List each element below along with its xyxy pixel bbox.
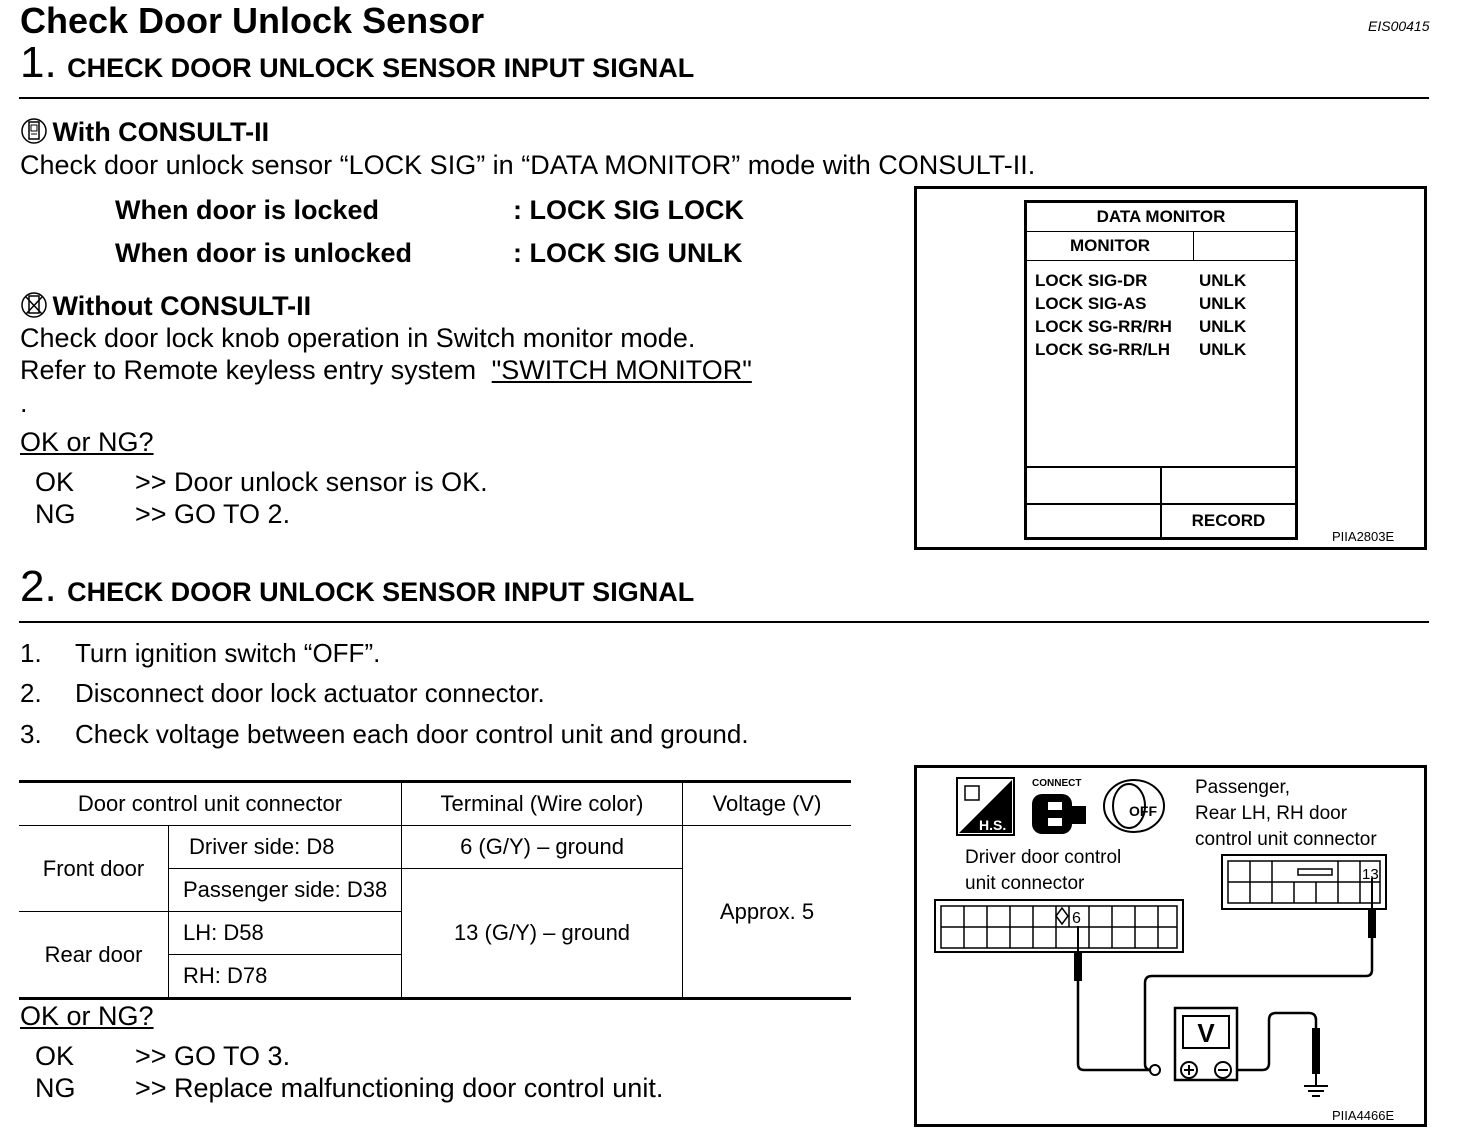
monitor-row-1-name: LOCK SIG-DR [1035, 271, 1148, 290]
connect-label: CONNECT [1032, 778, 1082, 789]
condition-locked-label: When door is locked [115, 195, 380, 225]
monitor-row-2-value: UNLK [1199, 294, 1247, 313]
step1-number: 1. [20, 38, 57, 87]
without-consult-label: Without CONSULT-II [52, 291, 312, 321]
step2-ng-text: >> Replace malfunctioning door control unit. [135, 1073, 664, 1103]
connector-plug-icon [1032, 778, 1086, 834]
no-consult-icon [20, 290, 48, 320]
step1-title: CHECK DOOR UNLOCK SENSOR INPUT SIGNAL [67, 53, 695, 83]
consult-icon [20, 116, 48, 146]
step2-ok-key: OK [35, 1041, 75, 1071]
step2-title: CHECK DOOR UNLOCK SENSOR INPUT SIGNAL [67, 577, 695, 607]
driver-label-1: Driver door control [965, 847, 1122, 868]
voltage-table [19, 780, 851, 1000]
monitor-row-2-name: LOCK SIG-AS [1035, 294, 1147, 313]
monitor-row-3-value: UNLK [1199, 317, 1247, 336]
document-code: EIS00415 [1368, 18, 1430, 34]
step2-ng-key: NG [35, 1073, 76, 1103]
switch-monitor-link[interactable]: "SWITCH MONITOR" [491, 355, 752, 385]
monitor-row-1-value: UNLK [1199, 271, 1247, 290]
instruction-2-text: Disconnect door lock actuator connector. [75, 678, 545, 708]
step1-ng-text: >> GO TO 2. [135, 499, 291, 529]
monitor-value-cell [1194, 232, 1295, 261]
condition-unlocked-value: : LOCK SIG UNLK [513, 238, 743, 268]
step2-number: 2. [20, 562, 57, 611]
front-door-cell: Front door [19, 826, 169, 912]
record-button[interactable]: RECORD [1191, 511, 1266, 530]
step1-ng-key: NG [35, 499, 76, 529]
header-terminal: Terminal (Wire color) [402, 782, 683, 826]
condition-locked-value: : LOCK SIG LOCK [513, 195, 744, 225]
driver-connector [935, 900, 1183, 952]
wiring-diagram-svg [917, 768, 1424, 1124]
lh-cell: LH: D58 [169, 912, 402, 955]
data-monitor-header: DATA MONITOR [1027, 203, 1295, 232]
passenger-label-2: Rear LH, RH door [1195, 803, 1348, 824]
off-label: OFF [1129, 803, 1157, 819]
step2-heading [20, 562, 694, 612]
without-consult-heading [20, 290, 311, 322]
with-consult-heading [20, 116, 269, 148]
passenger-label-3: control unit connector [1195, 829, 1377, 850]
header-voltage: Voltage (V) [683, 782, 852, 826]
page-title: Check Door Unlock Sensor [20, 0, 485, 41]
with-consult-label: With CONSULT-II [52, 117, 270, 147]
diagram-figure-code: PIIA4466E [1332, 1108, 1395, 1123]
without-consult-text1: Check door lock knob operation in Switch monitor mode. [20, 323, 696, 353]
passenger-side-cell: Passenger side: D38 [169, 869, 402, 912]
period-text: . [20, 388, 28, 418]
instruction-1-text: Turn ignition switch “OFF”. [75, 638, 381, 668]
with-consult-text: Check door unlock sensor “LOCK SIG” in “DATA MONITOR” mode with CONSULT-II. [20, 150, 1036, 180]
instruction-3-text: Check voltage between each door control unit and ground. [75, 719, 749, 749]
hs-label: H.S. [979, 817, 1007, 833]
condition-unlocked-label: When door is unlocked [115, 238, 413, 268]
monitor-row-3-name: LOCK SG-RR/RH [1035, 317, 1172, 336]
step1-ok-key: OK [35, 467, 75, 497]
passenger-connector [1222, 855, 1386, 909]
step1-heading [20, 38, 694, 88]
pin-13-label: 13 [1362, 866, 1379, 883]
voltage-cell: Approx. 5 [683, 826, 852, 999]
rear-door-cell: Rear door [19, 912, 169, 999]
step2-divider [19, 621, 1429, 623]
meter-label: V [1197, 1018, 1215, 1048]
ignition-off-icon [1104, 780, 1164, 832]
monitor-label: MONITOR [1027, 232, 1194, 261]
monitor-row-4-value: UNLK [1199, 340, 1247, 359]
driver-label-2: unit connector [965, 873, 1085, 894]
instruction-3-num: 3. [20, 719, 42, 749]
connector-diagram [914, 765, 1427, 1127]
monitor-figure-code: PIIA2803E [1332, 529, 1395, 544]
rh-cell: RH: D78 [169, 955, 402, 999]
without-consult-text2 [20, 355, 752, 386]
step1-ok-text: >> Door unlock sensor is OK. [135, 467, 488, 497]
driver-side-cell: Driver side: D8 [169, 826, 402, 869]
step2-ok-text: >> GO TO 3. [135, 1041, 291, 1071]
instruction-1-num: 1. [20, 638, 42, 668]
data-monitor-figure [914, 186, 1427, 550]
monitor-row-4-name: LOCK SG-RR/LH [1035, 340, 1171, 359]
terminal-front-cell: 6 (G/Y) – ground [402, 826, 683, 869]
hs-icon [957, 778, 1014, 835]
terminal-rear-cell: 13 (G/Y) – ground [402, 869, 683, 999]
voltmeter [1175, 1008, 1237, 1080]
step1-divider [19, 97, 1429, 99]
pin-6-label: 6 [1072, 910, 1081, 927]
step2-ok-ng: OK or NG? [20, 1001, 154, 1031]
header-connector: Door control unit connector [19, 782, 402, 826]
step1-ok-ng: OK or NG? [20, 427, 154, 457]
instruction-2-num: 2. [20, 678, 42, 708]
passenger-label-1: Passenger, [1195, 777, 1291, 798]
without-consult-ref: Refer to Remote keyless entry system [20, 355, 477, 385]
data-monitor-screen [1024, 200, 1298, 540]
